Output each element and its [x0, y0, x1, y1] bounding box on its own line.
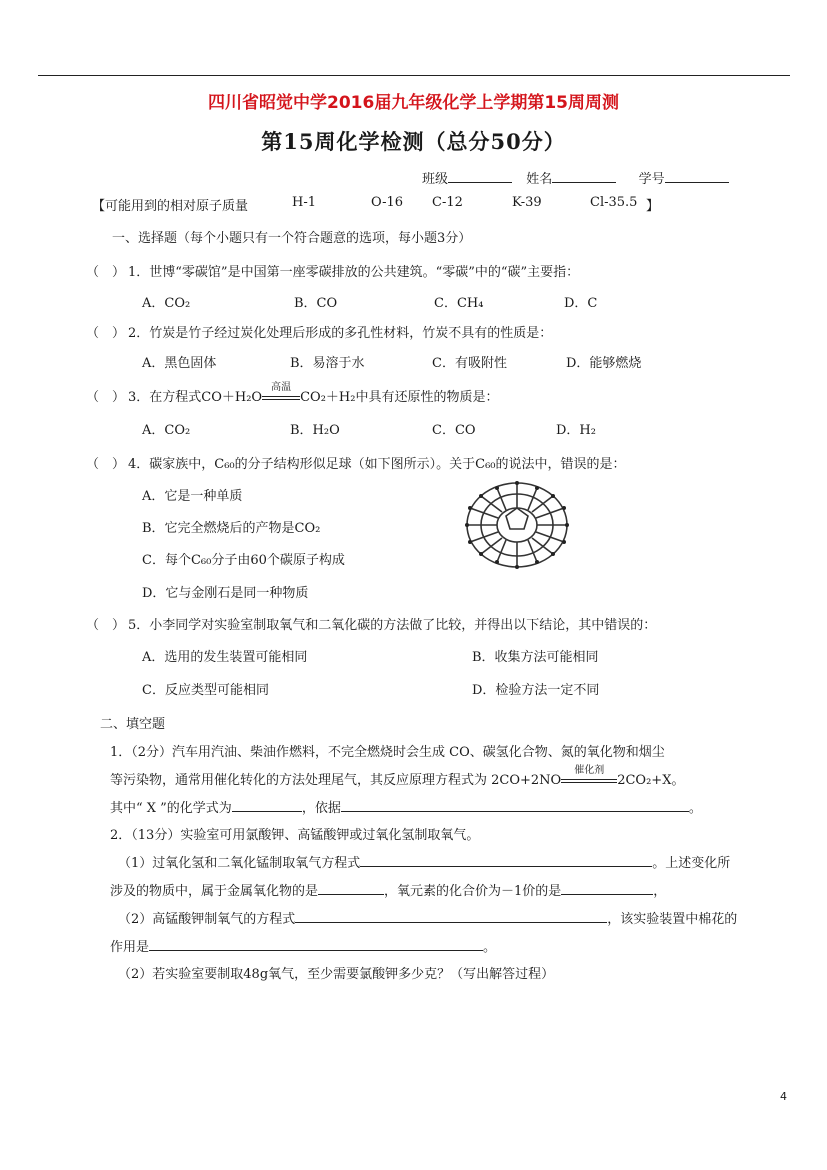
c60-molecule-figure — [462, 480, 572, 570]
fill-q2-p1-line1 — [118, 852, 730, 871]
test-title: 第15周化学检测（总分50分） — [261, 129, 566, 154]
fill-q2-p2-line2 — [110, 936, 496, 955]
fill-q2-intro: 2．（13分）实验室可用氯酸钾、高锰酸钾或过氧化氢制取氧气。 — [110, 828, 480, 843]
q5-answer-paren-open: （ — [86, 618, 100, 633]
fill-q1-end: 。 — [688, 801, 702, 816]
q4-answer-paren-close: ） — [112, 457, 126, 472]
q5-option-a[interactable]: A．选用的发生装置可能相同 — [142, 650, 308, 665]
q3-option-a[interactable]: A．CO₂ — [142, 423, 191, 438]
q3-condition-sign — [262, 382, 300, 405]
fill-q2-h2o2-equation-blank[interactable] — [360, 854, 652, 867]
q2-answer-paren-close: ） — [112, 326, 126, 341]
section1-title: 一、选择题（每个小题只有一个符合题意的选项，每小题3分） — [112, 231, 472, 246]
q2-option-b[interactable]: B．易溶于水 — [290, 356, 365, 371]
header-rule — [38, 75, 790, 76]
class-label: 班级 — [422, 172, 449, 187]
fill-q2-p1-label: （1）过氧化氢和二氧化锰制取氧气方程式 — [118, 856, 361, 871]
fill-q1-basis-blank[interactable] — [341, 799, 689, 812]
q4-text: 4．碳家族中，C₆₀的分子结构形似足球（如下图所示）。关于C₆₀的说法中，错误的是： — [128, 457, 626, 472]
atomic-mass-k: K-39 — [512, 195, 542, 210]
atomic-mass-cl: Cl-35.5 — [590, 195, 638, 210]
q2-answer-paren-open: （ — [86, 326, 100, 341]
fill-q1-line2-before: 等污染物，通常用催化转化的方法处理尾气，其反应原理方程式为 2CO+2NO — [110, 773, 562, 788]
fill-q2-oxygen-valence-label: ，氧元素的化合价为－1价的是 — [384, 884, 562, 899]
atomic-mass-o: O-16 — [371, 195, 404, 210]
fill-q2-p2-line1 — [118, 908, 737, 927]
fill-q2-p3: （2）若实验室要制取48g氧气，至少需要氯酸钾多少克？（写出解答过程） — [118, 967, 555, 982]
student-info-fields — [422, 168, 729, 187]
q5-option-b[interactable]: B．收集方法可能相同 — [472, 650, 599, 665]
page-number: 4 — [780, 1090, 787, 1103]
q1-option-a[interactable]: A．CO₂ — [142, 296, 191, 311]
fill-q1-condition-label: 催化剂 — [574, 765, 605, 776]
q3-option-c[interactable]: C．CO — [432, 423, 476, 438]
fill-q2-metal-oxide-label: 涉及的物质中，属于金属氧化物的是 — [110, 884, 319, 899]
fill-q2-p1-line2 — [110, 880, 666, 899]
q3-option-d[interactable]: D．H₂ — [556, 423, 596, 438]
id-blank[interactable] — [665, 170, 729, 183]
fill-q1-line3 — [110, 797, 702, 816]
q2-option-a[interactable]: A．黑色固体 — [142, 356, 217, 371]
q1-answer-paren-open: （ — [86, 265, 100, 280]
fill-q1-line1: 1．（2分）汽车用汽油、柴油作燃料，不完全燃烧时会生成 CO、碳氢化合物、氮的氧化物和烟尘 — [110, 745, 665, 760]
id-label: 学号 — [638, 172, 665, 187]
q3-answer-paren-close: ） — [112, 390, 126, 405]
q5-option-c[interactable]: C．反应类型可能相同 — [142, 683, 269, 698]
q3-option-b[interactable]: B．H₂O — [290, 423, 340, 438]
fill-q2-cotton-purpose-blank[interactable] — [149, 938, 483, 951]
q4-answer-paren-open: （ — [86, 457, 100, 472]
atomic-masses-prefix: 【可能用到的相对原子质量 — [92, 199, 249, 214]
q3-text — [128, 382, 499, 405]
fill-q2-oxygen-valence-blank[interactable] — [561, 882, 653, 895]
atomic-masses — [92, 195, 248, 214]
q3-condition-label: 高温 — [271, 382, 292, 393]
school-title: 四川省昭觉中学2016届九年级化学上学期第15周周测 — [208, 93, 619, 113]
q2-option-d[interactable]: D．能够燃烧 — [566, 356, 642, 371]
q4-option-c[interactable]: C．每个C₆₀分子由60个碳原子构成 — [142, 553, 345, 568]
atomic-masses-suffix: 】 — [646, 199, 660, 214]
name-label: 姓名 — [526, 172, 553, 187]
q5-option-d[interactable]: D．检验方法一定不同 — [472, 683, 600, 698]
fill-q2-p1-comma: ， — [653, 884, 667, 899]
fill-q1-x-label: 其中“ X ”的化学式为 — [110, 801, 232, 816]
fill-q2-cotton-label: ，该实验装置中棉花的 — [607, 912, 738, 927]
q3-text-after: CO₂＋H₂中具有还原性的物质是： — [300, 390, 499, 405]
section2-title: 二、填空题 — [100, 717, 166, 732]
q1-option-c[interactable]: C．CH₄ — [434, 296, 484, 311]
q4-option-b[interactable]: B．它完全燃烧后的产物是CO₂ — [142, 521, 321, 536]
class-blank[interactable] — [448, 170, 512, 183]
q3-text-before: 3．在方程式CO＋H₂O — [128, 390, 263, 405]
q2-text: 2．竹炭是竹子经过炭化处理后形成的多孔性材料，竹炭不具有的性质是： — [128, 326, 553, 341]
fill-q1-line2 — [110, 765, 685, 788]
q1-text: 1．世博“零碳馆”是中国第一座零碳排放的公共建筑。“零碳”中的“碳”主要指： — [128, 265, 580, 280]
fill-q2-p2-end: 。 — [483, 940, 497, 955]
fill-q2-kmno4-equation-blank[interactable] — [295, 910, 607, 923]
name-blank[interactable] — [552, 170, 616, 183]
atomic-mass-c: C-12 — [432, 195, 463, 210]
fill-q1-basis-label: ，依据 — [301, 801, 341, 816]
q5-text: 5．小李同学对实验室制取氧气和二氧化碳的方法做了比较，并得出以下结论，其中错误的： — [128, 618, 657, 633]
q4-option-d[interactable]: D．它与金刚石是同一种物质 — [142, 586, 309, 601]
fill-q1-condition-sign — [561, 765, 617, 788]
q1-answer-paren-close: ） — [112, 265, 126, 280]
q2-option-c[interactable]: C．有吸附性 — [432, 356, 507, 371]
q1-option-b[interactable]: B．CO — [294, 296, 338, 311]
q5-answer-paren-close: ） — [112, 618, 126, 633]
fill-q2-p1-suffix: 。上述变化所 — [652, 856, 731, 871]
fill-q2-metal-oxide-blank[interactable] — [318, 882, 384, 895]
q1-option-d[interactable]: D．C — [564, 296, 598, 311]
atomic-mass-h: H-1 — [292, 195, 317, 210]
fill-q1-x-blank[interactable] — [232, 799, 302, 812]
fill-q2-cotton-purpose-label: 作用是 — [110, 940, 150, 955]
fill-q1-line2-after: 2CO₂+X。 — [617, 773, 685, 788]
q4-option-a[interactable]: A．它是一种单质 — [142, 489, 243, 504]
fill-q2-kmno4-label: （2）高锰酸钾制氧气的方程式 — [118, 912, 296, 927]
q3-answer-paren-open: （ — [86, 390, 100, 405]
